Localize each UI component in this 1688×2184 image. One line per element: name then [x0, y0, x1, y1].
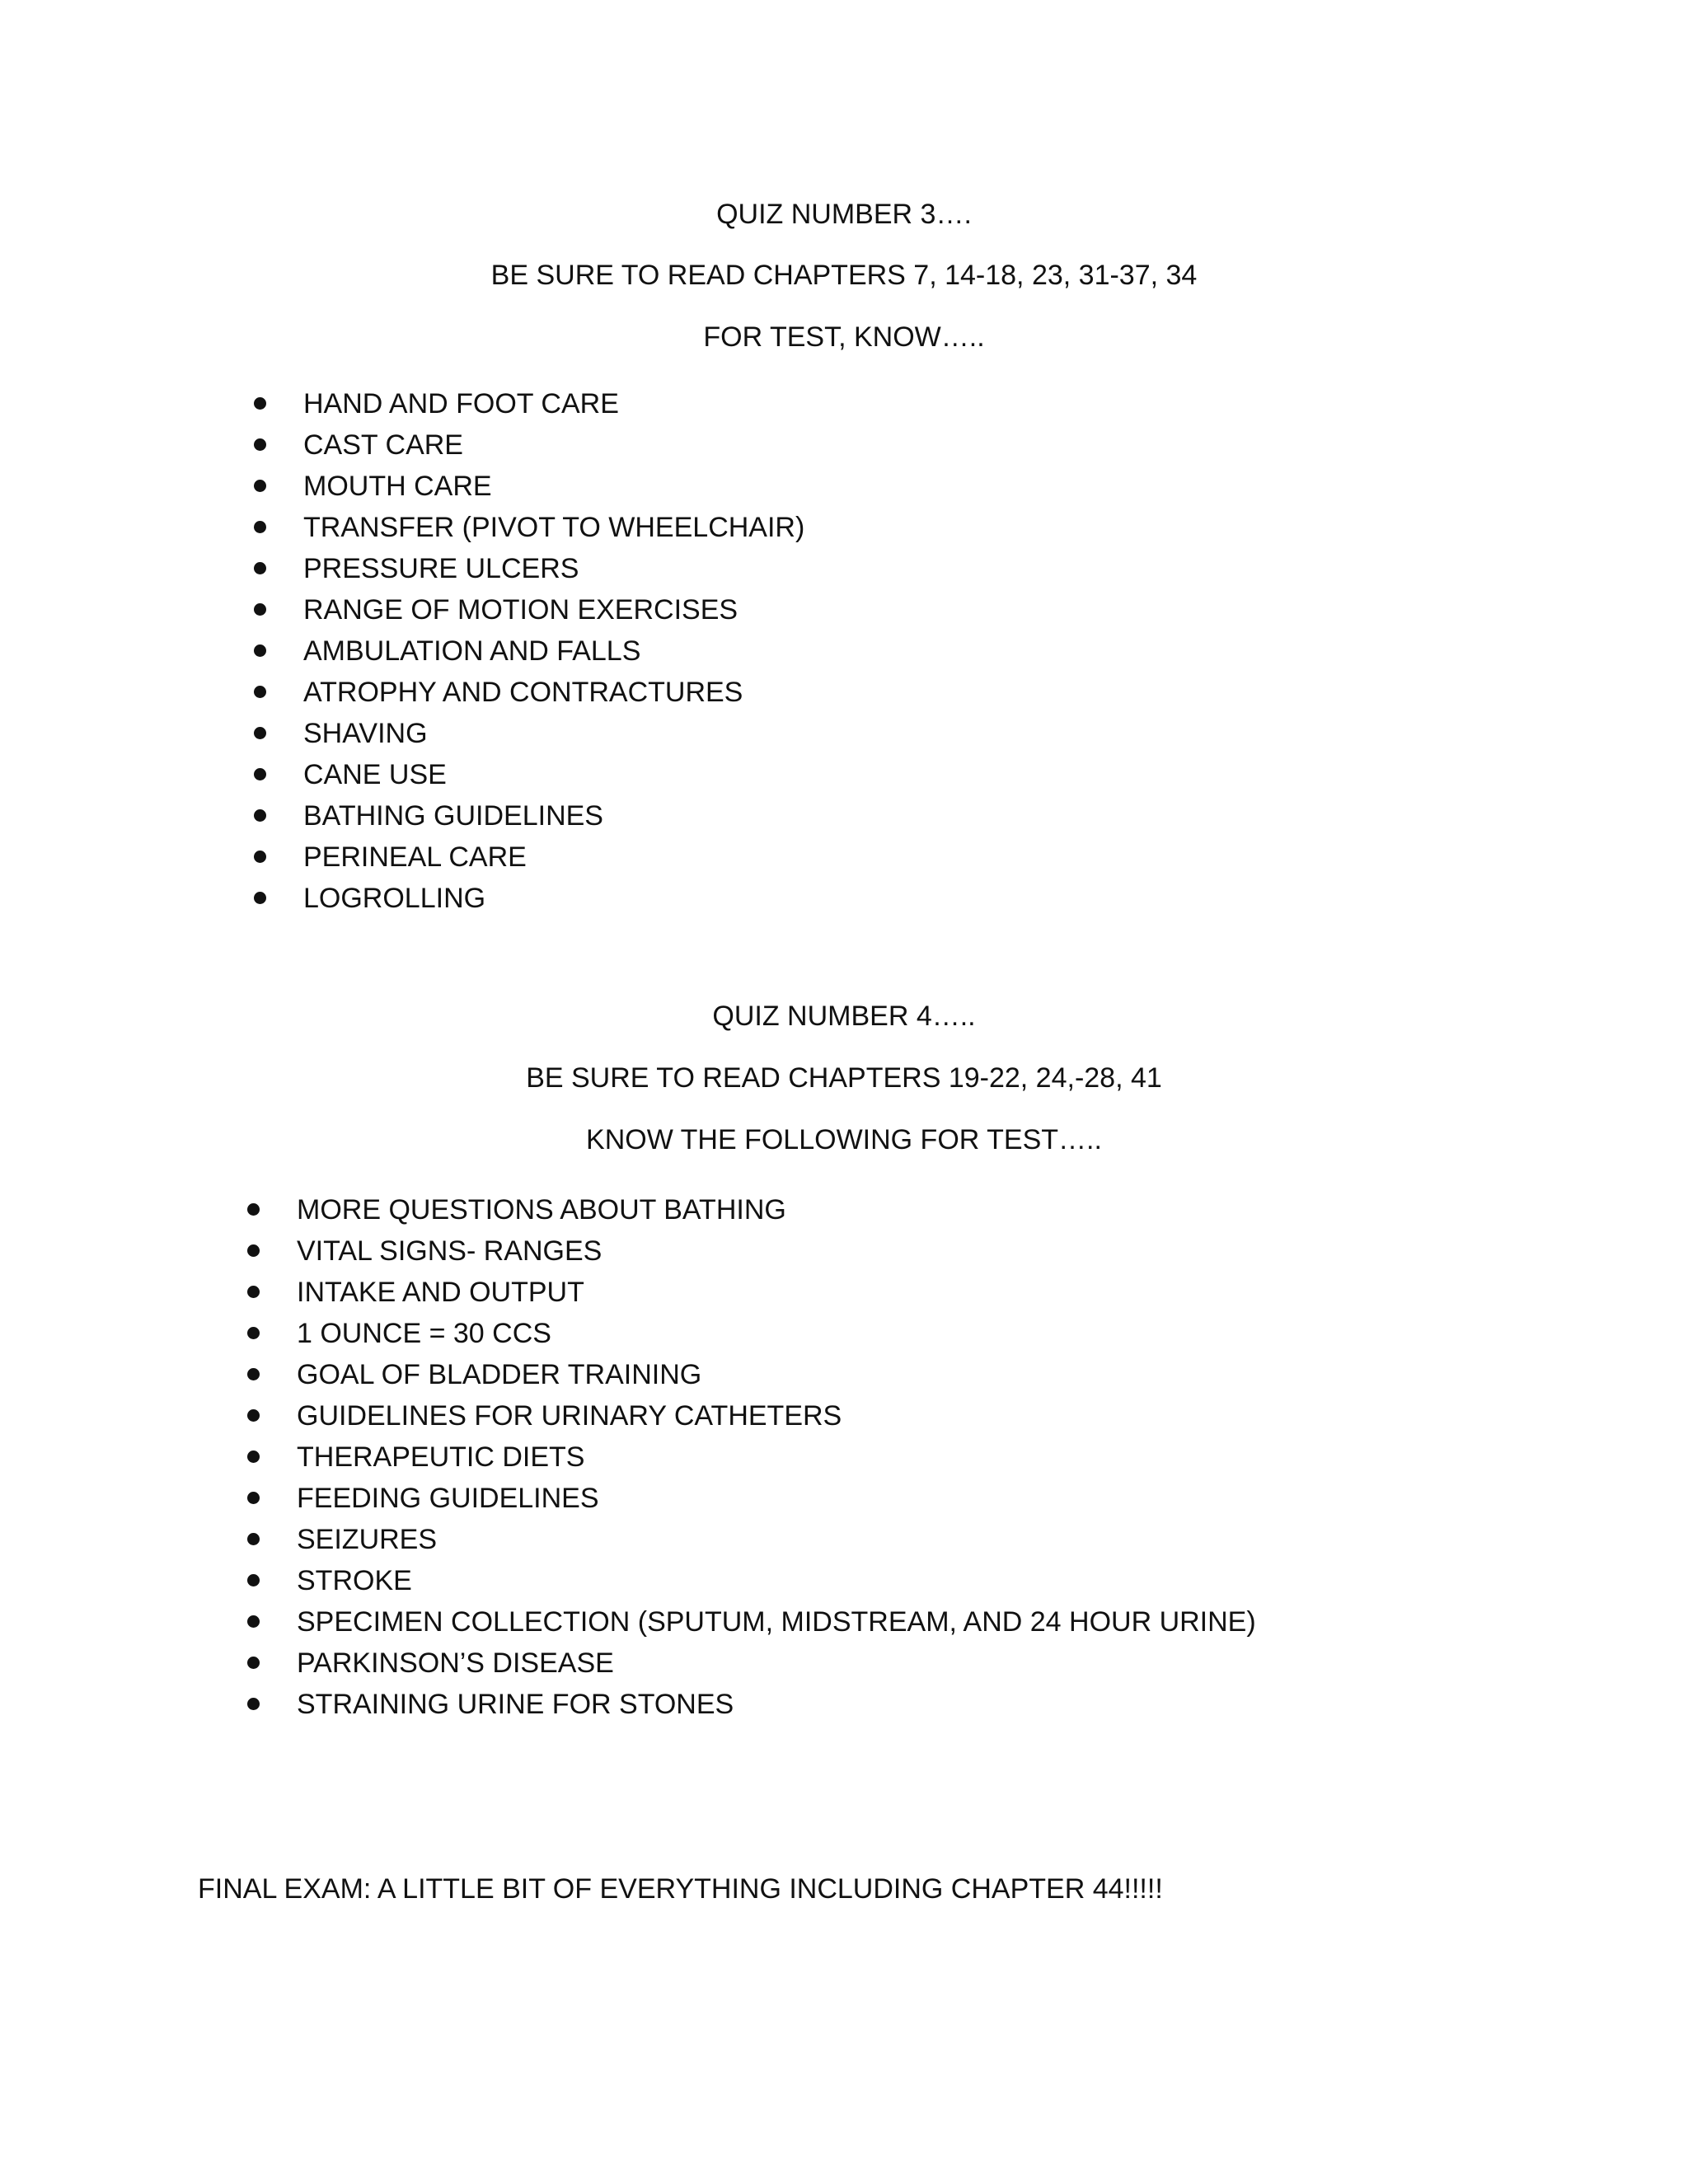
list-item	[247, 1564, 1484, 1605]
list-item-text: TRANSFER (PIVOT TO WHEELCHAIR)	[303, 512, 805, 543]
bullet-icon	[247, 1244, 260, 1257]
list-item	[247, 1647, 1484, 1688]
bullet-icon	[247, 1574, 260, 1586]
quiz4-title: QUIZ NUMBER 4…..	[712, 1001, 976, 1032]
list-item	[254, 552, 1408, 593]
list-item-text: STRAINING URINE FOR STONES	[297, 1689, 734, 1720]
bullet-icon	[254, 851, 266, 863]
list-item-text: 1 OUNCE = 30 CCS	[297, 1318, 551, 1349]
bullet-icon	[254, 397, 266, 410]
list-item	[254, 635, 1408, 676]
bullet-icon	[247, 1327, 260, 1339]
list-item	[254, 387, 1408, 429]
bullet-icon	[247, 1203, 260, 1216]
list-item-text: AMBULATION AND FALLS	[303, 635, 641, 667]
bullet-icon	[254, 892, 266, 904]
list-item-text: HAND AND FOOT CARE	[303, 388, 619, 419]
list-item-text: BATHING GUIDELINES	[303, 800, 603, 832]
bullet-icon	[254, 480, 266, 492]
list-item-text: CAST CARE	[303, 429, 463, 461]
list-item-text: THERAPEUTIC DIETS	[297, 1441, 585, 1473]
list-item	[254, 676, 1408, 717]
list-item-text: MOUTH CARE	[303, 471, 492, 502]
list-item	[247, 1235, 1484, 1276]
bullet-icon	[254, 768, 266, 780]
bullet-icon	[247, 1615, 260, 1628]
list-item-text: PARKINSON’S DISEASE	[297, 1647, 614, 1679]
bullet-icon	[247, 1451, 260, 1463]
quiz3-topic-list	[254, 387, 1408, 923]
bullet-icon	[254, 562, 266, 574]
list-item	[247, 1276, 1484, 1317]
bullet-icon	[254, 686, 266, 698]
list-item-text: SPECIMEN COLLECTION (SPUTUM, MIDSTREAM, AND 24 HOUR URINE)	[297, 1606, 1256, 1638]
list-item-text: PRESSURE ULCERS	[303, 553, 579, 584]
bullet-icon	[254, 603, 266, 616]
bullet-icon	[247, 1409, 260, 1422]
quiz3-reading-assignment: BE SURE TO READ CHAPTERS 7, 14-18, 23, 31-37, 34	[490, 260, 1198, 291]
list-item-text: FEEDING GUIDELINES	[297, 1483, 599, 1514]
list-item-text: SHAVING	[303, 718, 428, 749]
final-exam-note: FINAL EXAM: A LITTLE BIT OF EVERYTHING INCLUDING CHAPTER 44!!!!!	[198, 1873, 1163, 1905]
list-item-text: GOAL OF BLADDER TRAINING	[297, 1359, 702, 1390]
bullet-icon	[254, 727, 266, 739]
list-item-text: GUIDELINES FOR URINARY CATHETERS	[297, 1400, 842, 1432]
list-item-text: CANE USE	[303, 759, 447, 790]
bullet-icon	[247, 1533, 260, 1545]
list-item	[247, 1441, 1484, 1482]
list-item-text: MORE QUESTIONS ABOUT BATHING	[297, 1194, 786, 1226]
bullet-icon	[247, 1286, 260, 1298]
quiz3-know-heading: FOR TEST, KNOW…..	[703, 321, 985, 353]
list-item-text: SEIZURES	[297, 1524, 438, 1555]
list-item	[247, 1523, 1484, 1564]
bullet-icon	[254, 644, 266, 657]
list-item-text: PERINEAL CARE	[303, 841, 527, 873]
list-item	[254, 799, 1408, 841]
list-item	[247, 1358, 1484, 1399]
list-item	[254, 758, 1408, 799]
quiz4-topic-list	[247, 1193, 1484, 1729]
list-item-text: LOGROLLING	[303, 883, 486, 914]
list-item-text: RANGE OF MOTION EXERCISES	[303, 594, 738, 626]
bullet-icon	[247, 1698, 260, 1710]
list-item-text: STROKE	[297, 1565, 412, 1596]
bullet-icon	[254, 809, 266, 822]
bullet-icon	[254, 521, 266, 533]
bullet-icon	[254, 438, 266, 451]
list-item	[254, 593, 1408, 635]
bullet-icon	[247, 1657, 260, 1669]
list-item	[254, 882, 1408, 923]
list-item	[247, 1193, 1484, 1235]
list-item	[254, 429, 1408, 470]
list-item-text: ATROPHY AND CONTRACTURES	[303, 677, 743, 708]
list-item	[254, 841, 1408, 882]
list-item	[247, 1605, 1484, 1647]
quiz4-reading-assignment: BE SURE TO READ CHAPTERS 19-22, 24,-28, 41	[526, 1062, 1162, 1094]
quiz4-know-heading: KNOW THE FOLLOWING FOR TEST…..	[586, 1124, 1102, 1155]
list-item	[254, 470, 1408, 511]
list-item	[247, 1399, 1484, 1441]
list-item-text: VITAL SIGNS- RANGES	[297, 1235, 603, 1267]
list-item	[254, 717, 1408, 758]
bullet-icon	[247, 1492, 260, 1504]
list-item-text: INTAKE AND OUTPUT	[297, 1277, 584, 1308]
bullet-icon	[247, 1368, 260, 1380]
quiz3-title: QUIZ NUMBER 3….	[716, 199, 972, 230]
list-item	[247, 1482, 1484, 1523]
list-item	[254, 511, 1408, 552]
list-item	[247, 1317, 1484, 1358]
list-item	[247, 1688, 1484, 1729]
